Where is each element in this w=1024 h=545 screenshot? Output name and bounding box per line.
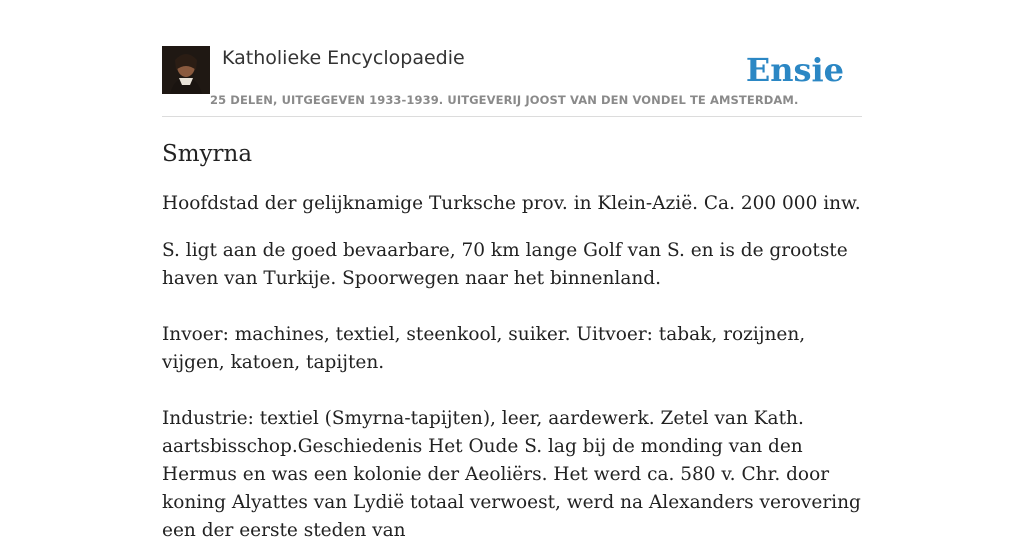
article-lead: Hoofdstad der gelijknamige Turksche prov. in Klein-Azië. Ca. 200 000 inw. [162, 193, 861, 214]
publication-header [162, 46, 862, 117]
article [162, 138, 862, 545]
article-title: Smyrna [162, 141, 253, 167]
article-paragraph: Industrie: textiel (Smyrna-tapijten), leer, aardewerk. Zetel van Kath. aartsbisschop.Geschiedenis Het Oude S. lag bij de monding van den Hermus en was een kolonie der Aeoliërs. Het werd ca. 580 v. Chr. door koning Alyattes van Lydië totaal verwoest, werd na Alexanders verovering een der eerste steden van [162, 408, 861, 541]
article-paragraph: S. ligt aan de goed bevaarbare, 70 km lange Golf van S. en is de grootste haven van Turkije. Spoorwegen naar het binnenland. [162, 240, 848, 289]
brand-logo[interactable]: Ensie [745, 51, 844, 89]
publication-subtitle: 25 DELEN, UITGEGEVEN 1933-1939. UITGEVERIJ JOOST VAN DEN VONDEL TE AMSTERDAM. [210, 93, 799, 107]
publication-title[interactable]: Katholieke Encyclopaedie [222, 47, 465, 69]
portrait-icon [162, 46, 210, 94]
article-paragraph: Invoer: machines, textiel, steenkool, suiker. Uitvoer: tabak, rozijnen, vijgen, katoen, tapijten. [162, 324, 806, 373]
publication-avatar[interactable] [162, 46, 210, 94]
